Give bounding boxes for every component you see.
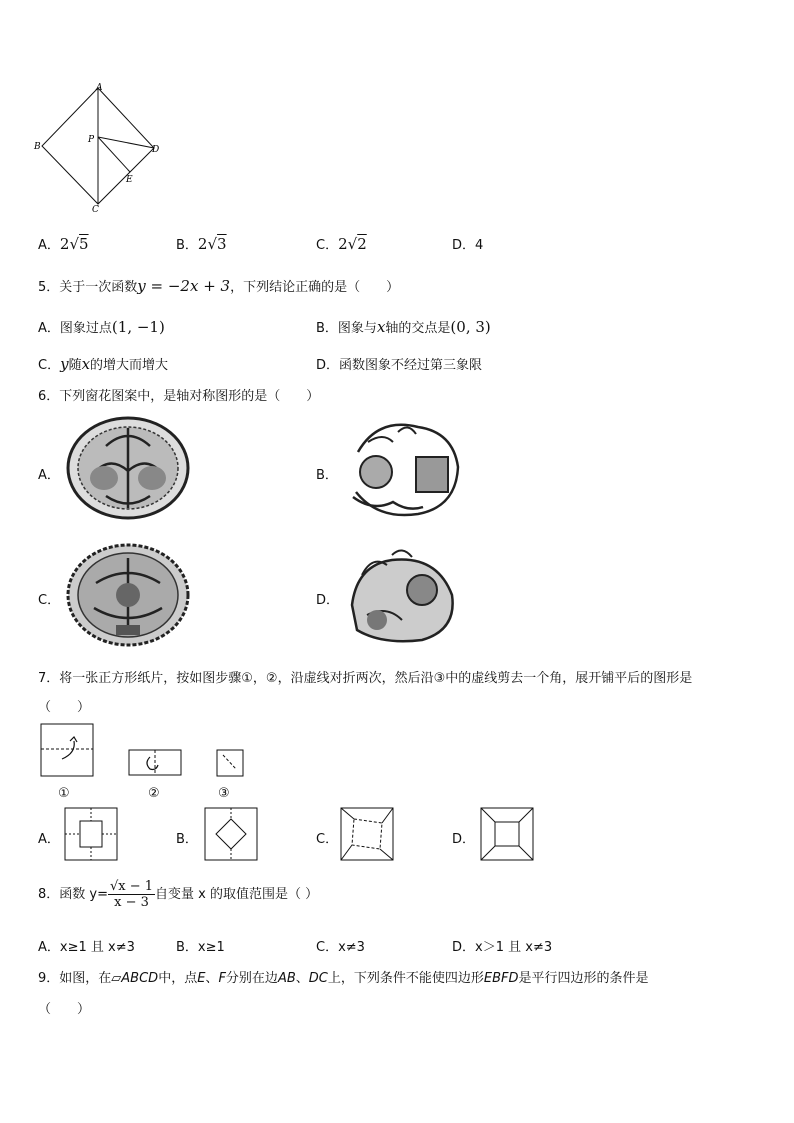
q5-option-b[interactable]: B．图象与x轴的交点是(0, 3) [316, 318, 491, 336]
q6-option-c-label[interactable]: C． [38, 593, 61, 608]
q9-stem: 9．如图，在▱ABCD中，点E、F分别在边AB、DC上，下列条件不能使四边形EBFD是平行四边形的条件是 [38, 971, 649, 986]
q7-option-d-figure[interactable] [480, 807, 534, 861]
q6-stem: 6．下列窗花图案中，是轴对称图形的是（ ） [38, 389, 320, 404]
paper-cut-a-image[interactable] [66, 416, 190, 520]
q8-option-c[interactable]: C．x≠3 [316, 940, 365, 955]
q5-option-a[interactable]: A．图象过点(1, −1) [38, 318, 165, 336]
q7-option-b-label[interactable]: B． [176, 832, 198, 847]
q7-option-b-figure[interactable] [204, 807, 258, 861]
q7-option-c-label[interactable]: C． [316, 832, 339, 847]
q7-paren: （ ） [38, 700, 91, 715]
q5-option-c[interactable]: C．y随x的增大而增大 [38, 355, 169, 373]
q4-option-c[interactable]: C．2√2 [316, 235, 367, 253]
q8-fraction: $\frac{√x - 1}{x - 3}$ [110, 879, 154, 910]
paper-cut-d-image[interactable] [342, 545, 462, 645]
q9-paren: （ ） [38, 1002, 91, 1017]
q7-option-a-label[interactable]: A． [38, 832, 60, 847]
label-B: B [34, 142, 41, 152]
q5-stem: 5．关于一次函数y = −2x + 3，下列结论正确的是（ ） [38, 277, 400, 295]
step-label-2: ② [148, 786, 160, 801]
q7-option-a-figure[interactable] [64, 807, 118, 861]
q8-option-b[interactable]: B．x≥1 [176, 940, 225, 955]
fold-step-2 [128, 749, 182, 777]
q4-option-a[interactable]: A．2√5 [38, 235, 89, 253]
q8-option-d[interactable]: D．x＞1 且 x≠3 [452, 940, 553, 955]
q6-option-a-label[interactable]: A． [38, 468, 60, 483]
label-E: E [126, 175, 133, 185]
step-label-3: ③ [218, 786, 230, 801]
q8-option-a[interactable]: A．x≥1 且 x≠3 [38, 940, 135, 955]
step-label-1: ① [58, 786, 70, 801]
paper-cut-b-image[interactable] [338, 412, 468, 522]
q7-option-c-figure[interactable] [340, 807, 394, 861]
q4-option-d[interactable]: D．4 [452, 238, 484, 253]
label-A: A [96, 83, 103, 93]
q7-option-d-label[interactable]: D． [452, 832, 476, 847]
label-C: C [92, 205, 99, 215]
q8-stem: 8．函数 y= $\frac{√x - 1}{x - 3}$ 自变量 x 的取值范围是（ ） [38, 879, 319, 910]
q6-option-d-label[interactable]: D． [316, 593, 340, 608]
fold-step-3 [216, 749, 244, 777]
q7-stem: 7．将一张正方形纸片，按如图步骤①，②，沿虚线对折两次，然后沿③中的虚线剪去一个角，展开铺平后的图形是 [38, 671, 693, 686]
q5-option-d[interactable]: D．函数图象不经过第三象限 [316, 358, 483, 373]
q4-option-b[interactable]: B．2√3 [176, 235, 227, 253]
q4-figure [30, 82, 170, 215]
q6-option-b-label[interactable]: B． [316, 468, 338, 483]
label-P: P [88, 135, 95, 145]
paper-cut-c-image[interactable] [66, 543, 190, 647]
fold-step-1 [40, 723, 94, 777]
label-D: D [152, 145, 160, 155]
